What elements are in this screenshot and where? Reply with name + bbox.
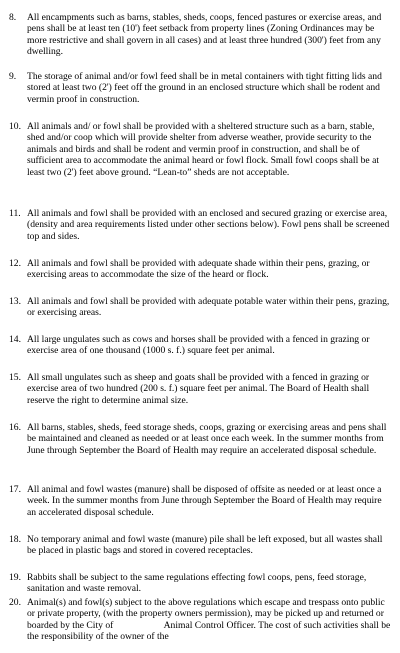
item-text: All large ungulates such as cows and horses shall be provided with a fenced in grazing or exercise area of one thousand (1000 s. f.) square feet per animal. — [27, 334, 370, 357]
item-number: 8. — [9, 12, 17, 23]
list-item — [9, 71, 393, 105]
item-text-end: Animal Control Officer. The cost of such activities shall be the responsibility of the owner of the — [27, 619, 391, 643]
item-number: 16. — [9, 422, 21, 433]
item-text: All animals and fowl shall be provided with adequate potable water within their pens, grazing, or exercising areas. — [27, 296, 390, 319]
list-item — [9, 334, 393, 357]
item-text: All animals and fowl shall be provided with adequate shade within their pens, grazing, or exercising areas to accommodate the size of the heard or flock. — [27, 258, 370, 281]
item-number: 19. — [9, 572, 21, 583]
list-item — [9, 597, 393, 643]
list-item — [9, 258, 393, 281]
list-item — [9, 372, 393, 406]
item-number: 17. — [9, 484, 21, 495]
item-text: The storage of animal and/or fowl feed shall be in metal containers with tight fitting lids and stored at least two (2') feet off the ground in an enclosed structure which shall be rodent and vermin proof in construction. — [27, 71, 382, 105]
list-item — [9, 121, 393, 178]
item-text: All animals and fowl shall be provided with an enclosed and secured grazing or exercise area, (density and area requirements listed under other sections below). Fowl pens shall be screened top and sides. — [27, 208, 390, 242]
item-number: 11. — [9, 208, 21, 219]
list-item — [9, 296, 393, 319]
item-text — [27, 597, 393, 643]
item-text: All animal and fowl wastes (manure) shall be disposed of offsite as needed or at least once a week. In the summer months from June through September the Board of Health may require an accelerated disposal schedule. — [27, 484, 382, 518]
item-number: 18. — [9, 534, 21, 545]
item-text: All small ungulates such as sheep and goats shall be provided with a fenced in grazing or exercise area of two hundred (200 s. f.) square feet per animal. The Board of Health shall reserve the right to determine animal size. — [27, 372, 370, 406]
item-text: All barns, stables, sheds, feed storage sheds, coops, grazing or exercising areas and pens shall be maintained and cleaned as needed or at least once each week. In the summer months from June through September the Board of Health may require an accelerated disposal schedule. — [27, 422, 387, 456]
item-number: 20. — [9, 597, 21, 608]
item-text-start: Animal(s) and fowl(s) subject to the above regulations which escape and trespass onto public or private property, (with the property owners permission), may be picked up and returned or boarded by the City of — [27, 597, 385, 631]
list-item — [9, 422, 393, 456]
list-item — [9, 572, 393, 595]
item-number: 14. — [9, 334, 21, 345]
item-text: No temporary animal and fowl waste (manure) pile shall be left exposed, but all wastes shall be placed in plastic bags and stored in covered receptacles. — [27, 534, 383, 557]
list-item — [9, 12, 393, 58]
item-text: All encampments such as barns, stables, sheds, coops, fenced pastures or exercise areas, and pens shall be at least ten (10') feet setback from property lines (Zoning Ordinances may be more restrictive and shall govern in all cases) and at least three hundred (300') feet from any dwelling. — [27, 12, 382, 58]
list-item — [9, 208, 393, 242]
list-item — [9, 534, 393, 557]
list-item — [9, 484, 393, 518]
item-number: 12. — [9, 258, 21, 269]
item-text: All animals and/ or fowl shall be provided with a sheltered structure such as a barn, stable, shed and/or coop which will provide shelter from adverse weather, provide security to the animals and birds and shall be rodent and vermin proof in construction, and shall be of sufficient area to accommodate the animal heard or fowl flock. Small fowl coops shall be at least two (2') feet above ground. “Lean-to” sheds are not acceptable. — [27, 121, 380, 178]
item-text: Rabbits shall be subject to the same regulations effecting fowl coops, pens, feed storage, sanitation and waste removal. — [27, 572, 367, 595]
item-number: 9. — [9, 71, 17, 82]
item-number: 10. — [9, 121, 21, 132]
item-number: 13. — [9, 296, 21, 307]
item-number: 15. — [9, 372, 21, 383]
